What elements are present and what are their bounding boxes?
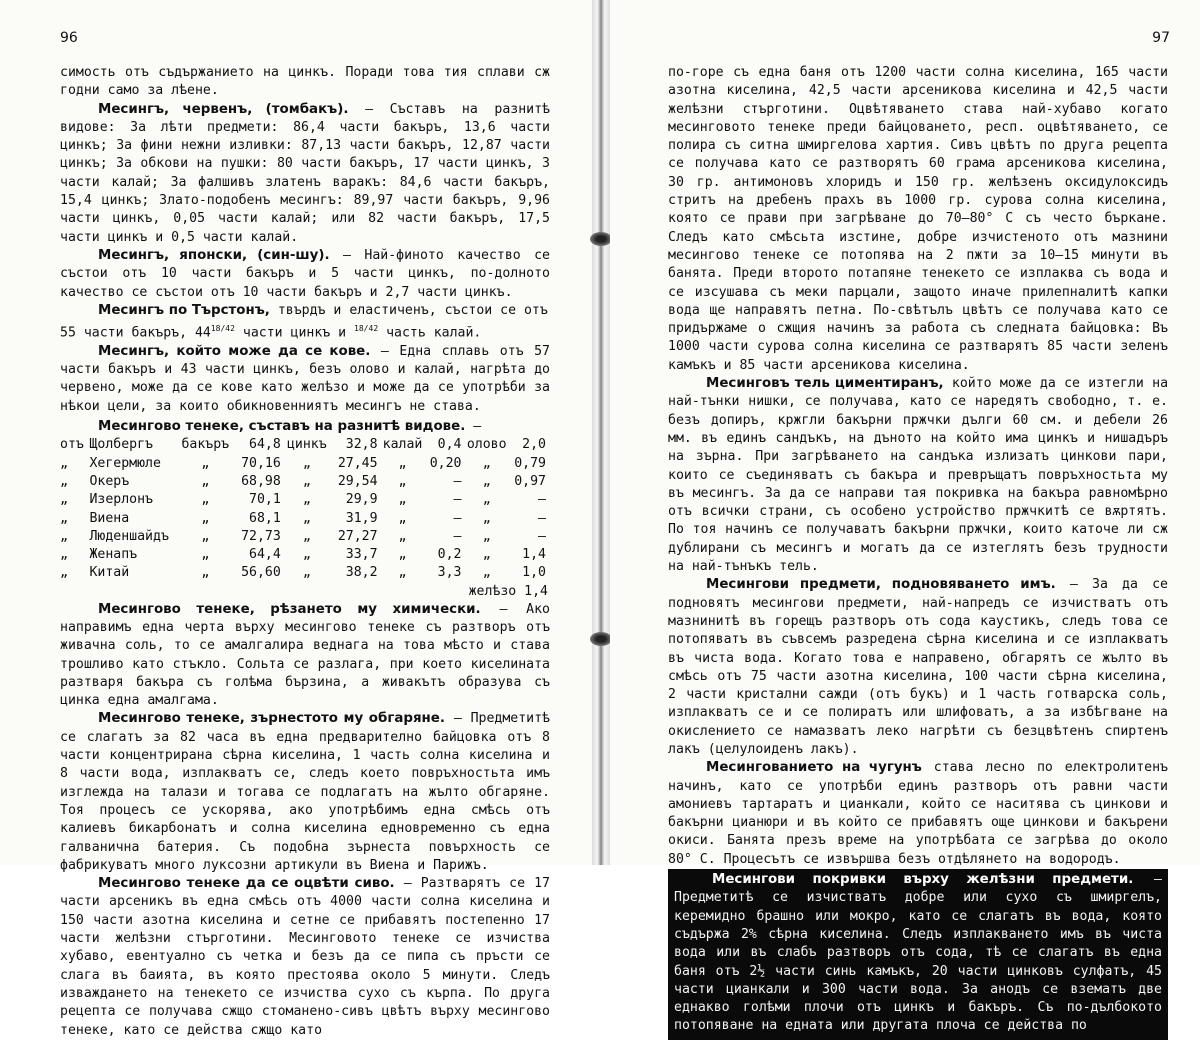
composition-cell-pb-label: „ [482,473,491,489]
composition-cell-cu-label: „ [201,510,210,526]
wire-heading: Месинговъ тель циментиранъ, [706,376,944,392]
chemical-cutting-heading: Месингово тенеке, рѣзането му химически. [98,601,481,617]
composition-cell-sn-value: — [453,473,462,489]
sheet-composition-heading-line [60,418,550,436]
composition-row [60,528,550,546]
chemical-cutting-text: — Ако направимъ една черта върху месингово тенеке съ разтворъ отъ живачна соль, то се амалгалира веднага на това мѣсто и става трошливо като стъкло. Сольта се разлага, при което киселината разтваря бакъра съ голѣма бързина, а живакътъ образува съ цинка една амалгама. [60,601,550,709]
composition-cell-sn-value: 0,20 [429,455,462,471]
composition-cell-pb-label: „ [482,528,491,544]
iron-coatings-section [668,869,1168,1040]
forgeable-text: — Една сплавь отъ 57 части бакъръ и 43 части цинкъ, безъ олово и калай, нагрѣта до червено, може да се кове като желѣзо и може да се употрѣби за нѣкои цели, за които обикновенниятъ месингъ не става. [60,343,550,414]
thurston-fraction-a: 18/42 [210,324,235,334]
thurston-text-c: части цинкъ и [234,325,355,341]
composition-cell-pb-value: 1,4 [522,547,546,563]
composition-cell-pb-value: 1,0 [522,565,546,581]
composition-cell-sn-value: 3,3 [437,565,462,581]
cast-iron-heading: Месингованието на чугунъ [706,760,922,776]
composition-cell-pb-value: 2,0 [522,437,546,453]
cast-iron-text: става лесно по електролитенъ начинъ, като се употрѣби единъ разтворъ отъ равни части амониевъ тартаратъ и цианкали, който се наситява съ цинкови и бакърни цианюри и въ който се прибавятъ още цинкови и бакърени окиси. Банята презъ време на употрѣбата се загрѣва до около 80° С. Процесътъ се извършва безъ отдѣлянето на водородъ. [668,760,1168,867]
composition-cell-cu-label: „ [201,528,210,544]
page-number-left: 96 [60,30,78,46]
composition-cell-sn-value: 0,2 [437,547,462,563]
renewal-heading: Месингови предмети, подновяването имъ. [706,577,1056,593]
composition-row [60,473,550,491]
intro-paragraph: симость отъ съдържанието на цинкъ. Поради това тия сплави сж годни само за лѣене. [60,65,550,99]
grey-coloring-section [60,875,550,1040]
composition-row [60,436,550,454]
composition-cell-zn-label: „ [302,473,311,489]
composition-cell-pb-value: — [538,510,546,526]
red-brass-section [60,101,550,247]
japanese-brass-text: — Най-финото качество се състои отъ 10 части бакъръ и 5 части цинкъ, по-долното качество се състои отъ 10 части бакъръ и 2,7 части цинкъ. [60,247,550,300]
composition-cell-pb-label: „ [482,455,491,471]
composition-cell-sn-value: 0,4 [437,437,462,453]
gutter-ornament-top [590,232,612,246]
composition-cell-place: Хегермюле [89,455,161,471]
thurston-brass-section [60,302,550,343]
composition-row [60,491,550,509]
thurston-text-d: часть калай. [378,325,482,341]
composition-table [60,436,550,582]
composition-cell-cu-value: 70,1 [249,492,281,508]
thurston-text-b: 55 части бакъръ, 44 [60,325,211,341]
right-column [668,64,1168,1040]
cast-iron-section [668,759,1168,869]
grained-heading: Месингово тенеке, зърнестото му обгаряне. [98,711,445,727]
sheet-heading-dash: — [473,419,482,435]
composition-cell-sn-value: — [453,528,462,544]
composition-cell-sn-label: „ [398,455,407,471]
composition-cell-zn-label: „ [302,510,311,526]
composition-cell-sn-label: „ [398,510,407,526]
composition-cell-cu-value: 64,4 [249,547,281,563]
composition-cell-zn-value: 32,8 [345,437,378,453]
grained-section [60,710,550,875]
chemical-cutting-section [60,601,550,711]
composition-cell-prefix: „ [60,455,68,471]
composition-cell-cu-label: „ [201,473,210,489]
composition-cell-pb-value: — [538,528,546,544]
composition-cell-prefix: отъ [60,437,84,453]
japanese-brass-heading: Месингъ, японски, (син-шу). [98,247,330,263]
composition-row [60,564,550,582]
composition-cell-prefix: „ [60,528,68,544]
composition-cell-prefix: „ [60,492,68,508]
composition-cell-pb-label: „ [482,492,491,508]
composition-cell-sn-label: „ [398,547,407,563]
composition-cell-cu-label: бакъръ [181,437,230,453]
forgeable-brass-section [60,343,550,416]
composition-cell-place: Щолбергъ [89,437,154,453]
composition-cell-zn-value: 27,27 [337,528,378,544]
composition-cell-pb-label: олово [466,437,507,453]
composition-cell-zn-value: 31,9 [345,510,378,526]
composition-cell-cu-value: 72,73 [241,528,281,544]
continued-paragraph: по-горе съ една баня отъ 1200 части солна киселина, 165 части азотна киселина, 42,5 части арсеникова киселина и 42,5 части желѣзни стърготини. Оцвѣтяването става най-хубаво когато месинговото тенеке преди байцоването, респ. оцвѣтяването, се полира съ ситна шмиргелова хартия. Сивъ цвѣтъ по друга рецепта се получава като се разтворятъ 60 грама арсеникова киселина, 30 гр. антимоновъ хлоридъ и 150 гр. желѣзенъ оксидулоксидъ стритъ на дребенъ прахъ въ 1000 гр. сурова солна киселина, която се прави при загрѣване до 70—80° С съ често бъркане. Следъ като смѣсьта изстине, добре изчистеното отъ мазнини месингово тенеке се потопява на 2 пжти за 10—15 минути въ банята. Преди второто потапяне тенекето се изплаква съ вода и се изсушава съ меки парцали, защото иначе прилепналитѣ капки вода ще направятъ петна. По-свѣтълъ цвѣтъ се получава като се придържаме о сжщия начинъ за работа съ следната байцовка: Въ 1000 части сурова солна киселина се разтварятъ 85 части зеленъ камъкъ и 85 части арсеникова киселина. [668,65,1168,373]
composition-cell-place: Изерлонъ [89,492,154,508]
composition-cell-cu-value: 70,16 [241,455,281,471]
composition-row [60,455,550,473]
composition-cell-zn-label: „ [302,455,311,471]
composition-cell-cu-label: „ [201,565,210,581]
composition-row [60,546,550,564]
composition-cell-sn-label: „ [398,473,407,489]
red-brass-text: — Съставъ на разнитѣ видове: За лѣти предмети: 86,4 части бакъръ, 13,6 части цинкъ; За фини нежни изливки: 87,13 части бакъръ, 12,87 части цинкъ; За обкови на пушки: 80 части бакъръ, 17 части цинкъ, 3 части калай; За фалшивъ златенъ варакъ: 84,6 части бакъръ, 15,4 цинкъ; Злато-подобенъ месингъ: 89,97 части бакъръ, 9,96 части цинкъ, 0,05 части калай; или 82 части бакъръ, 17,5 части цинкъ и 0,5 части калай. [60,101,550,245]
grey-coloring-heading: Месингово тенеке да се оцвѣти сиво. [98,876,395,892]
wire-text: който може да се изтегли на най-тънки нишки, се получава, като се наредятъ свободно, т. е. безъ допиръ, кржгли бакърни пржчки дълги 60 см. и дебели 26 мм. въ единъ сандъкъ, на дъното на който има цинкъ и нишадъръ на зърна. При загрѣването на сандъка излизатъ цинкови пари, които се съединяватъ съ бакъра и превръщатъ повръхностьта му въ месингъ. За да се направи тая покривка на бакъра равномѣрно отъ всички страни, съ особено устройство пржчкитѣ се вѫртятъ. По тоя начинъ се получаватъ бакърни пржчки, които каточе ли сж дублирани съ месингъ и могатъ да се изтеглятъ безъ трудности на най-тънъкъ тель. [668,376,1169,575]
composition-cell-zn-label: цинкъ [286,437,327,453]
thurston-text-a: твърдъ и еластиченъ, състои се отъ [277,302,548,318]
iron-note: желѣзо 1,4 [468,583,548,599]
composition-cell-zn-label: „ [302,492,311,508]
composition-cell-cu-value: 68,98 [241,473,281,489]
composition-cell-zn-value: 33,7 [345,547,378,563]
iron-coatings-text: — Предметитѣ се изчистватъ добре или сухо съ шмиргелъ, керемидно брашно или мокро, като се слагатъ въ вода, която съдържа 2% сѣрна киселина. Следъ изплакването имъ въ чиста вода или въ слабъ разтворъ отъ сода, тѣ се слагатъ въ една баня отъ 2½ части синь камъкъ, 20 части цинковъ сулфатъ, 45 части цианкали и 300 части вода. За анодъ се взематъ две еднакво голѣми плочи отъ цинкъ и бакъръ. Съ по-дълбокото потопяване на едната или другата плоча се действа по [674,872,1162,1034]
composition-cell-zn-value: 29,54 [337,473,378,489]
composition-cell-pb-value: — [538,492,546,508]
composition-cell-pb-value: 0,79 [514,455,546,471]
composition-cell-place: Китай [89,565,130,581]
red-brass-heading: Месингъ, червенъ, (томбакъ). [98,101,349,117]
composition-cell-zn-value: 29,9 [345,492,378,508]
wire-section [668,375,1168,576]
composition-cell-zn-value: 38,2 [345,565,378,581]
sheet-composition-heading: Месингово тенеке, съставъ на разнитѣ видове. [98,419,466,435]
composition-cell-pb-label: „ [482,510,491,526]
composition-cell-pb-value: 0,97 [514,473,546,489]
left-page [0,0,592,1038]
composition-cell-cu-value: 56,60 [241,565,281,581]
right-page [610,0,1200,1034]
composition-cell-pb-label: „ [482,565,491,581]
composition-cell-prefix: „ [60,565,68,581]
composition-cell-cu-label: „ [201,455,210,471]
page-number-right: 97 [1152,30,1170,46]
grained-text: — Предметитѣ се слагатъ за 82 часа въ една предварително байцовка отъ 8 части концентрирана сѣрна киселина, 1 часть солна киселина и 8 части вода, изплакватъ се, следъ което повръхностьта имъ изглежда на талази и тогава се подлагатъ на жълто обгаряне. Тоя процесъ се ускорява, ако употрѣбимъ една смѣсь отъ калиевъ бикарбонатъ и солна киселина едновременно съ една галванична батерия. Съ подобна зърнеста повърхность се фабрикуватъ много луксозни артикули въ Виена и Парижъ. [60,711,550,873]
composition-cell-zn-label: „ [302,528,311,544]
grey-coloring-text: — Разтварятъ се 17 части арсеникъ въ една смѣсь отъ 4000 части солна киселина и 150 части азотна киселина и сетне се прибавятъ постепенно 17 части желѣзни стърготини. Месинговото тенеке се изчиства хубаво, евентуално съ четка и безъ да се пипа съ пръсти се слага въ баията, въ която престоява около 5 минути. Следъ изваждането на тенекето се изчиства сухо съ кърпа. По друга рецепта се получава сжщо стоманено-сивъ цвѣтъ върху месингово тенеке, като се действа сжщо като [60,876,550,1038]
forgeable-heading: Месингъ, който може да се кове. [98,343,371,359]
composition-cell-sn-label: калай [382,437,423,453]
composition-cell-pb-label: „ [482,547,491,563]
composition-cell-cu-value: 64,8 [249,437,281,453]
composition-cell-sn-label: „ [398,565,407,581]
composition-cell-zn-value: 27,45 [337,455,378,471]
composition-cell-sn-label: „ [398,528,407,544]
gutter-ornament-bottom [590,632,612,646]
thurston-heading: Месингъ по Търстонъ, [98,302,270,318]
composition-cell-sn-value: — [453,492,462,508]
composition-cell-place: Океръ [89,473,130,489]
japanese-brass-section [60,247,550,302]
thurston-fraction-b: 18/42 [354,324,379,334]
composition-cell-prefix: „ [60,473,68,489]
composition-cell-cu-value: 68,1 [249,510,281,526]
composition-cell-sn-value: — [453,510,462,526]
book-gutter [592,0,610,865]
left-column [60,64,550,1040]
composition-cell-cu-label: „ [201,492,210,508]
composition-cell-zn-label: „ [302,565,311,581]
composition-cell-place: Люденшайдъ [89,528,169,544]
renewal-section [668,576,1168,759]
renewal-text: — За да се подновятъ месингови предмети, най-напредъ се изчистватъ отъ мазнинитѣ въ горещъ разтворъ отъ сода каустикъ, следъ това се потопяватъ въ съвсемъ разредена сѣрна киселина и се изплакватъ въ чиста вода. Когато това е направено, обгарятъ се жълто въ смѣсь отъ 75 части азотна киселина, 100 части сѣрна киселина, 2 части кристални сажди (отъ букъ) и 1 часть готварска соль, изплакватъ се и се полиратъ или шлифоватъ, а за избѣгване на окислението се намазватъ леко нагрѣти съ безцвѣтенъ спиртенъ лакъ (целулоиденъ лакъ). [668,577,1168,757]
composition-cell-sn-label: „ [398,492,407,508]
iron-coatings-heading: Месингови покривки върху желѣзни предмети. [712,872,1134,888]
composition-row [60,510,550,528]
composition-cell-place: Виена [89,510,130,526]
composition-cell-prefix: „ [60,547,68,563]
composition-cell-prefix: „ [60,510,68,526]
composition-cell-zn-label: „ [302,547,311,563]
composition-cell-cu-label: „ [201,547,210,563]
composition-cell-place: Женапъ [89,547,138,563]
